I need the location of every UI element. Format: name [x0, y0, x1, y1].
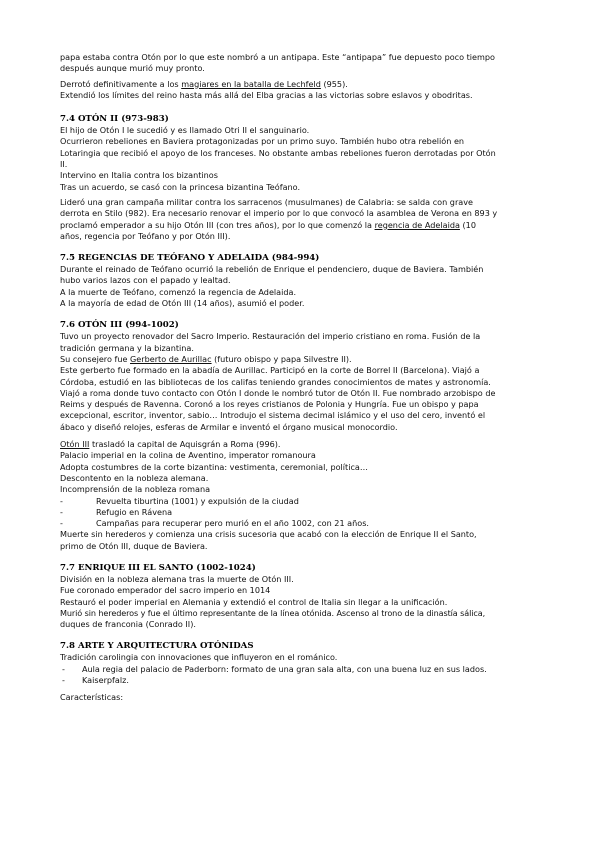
paragraph: Extendió los límites del reino hasta más allá del Elba gracias a las victorias sobre eslavos y obodritas.: [60, 89, 473, 100]
text: (955).: [320, 78, 348, 89]
list-item-text: Kaiserpfalz.: [82, 675, 129, 686]
bullet-dash: -: [60, 495, 63, 506]
text: trasladó la capital de Aquisgrán a Roma (996).: [89, 439, 281, 450]
paragraph: años, regencia por Teófano y por Otón III).: [60, 230, 231, 241]
paragraph: derrota en Stilo (982). Era necesario renovar el imperio por lo que convocó la asamblea de Verona en 893 y: [60, 208, 498, 219]
link-oton-iii[interactable]: Otón III: [60, 439, 90, 450]
paragraph: Intervino en Italia contra los bizantinos: [60, 170, 218, 181]
paragraph: Fue coronado emperador del sacro imperio en 1014: [60, 585, 271, 596]
list-item-text: Refugio en Rávena: [96, 506, 173, 517]
paragraph: ábaco y diseñó relojes, esferas de Armilar e inventó el órgano musical monocordio.: [60, 421, 398, 432]
list-item: [60, 518, 544, 529]
paragraph: Adopta costumbres de la corte bizantina: vestimenta, ceremonial, política…: [60, 461, 368, 472]
paragraph: Lideró una gran campaña militar contra los sarracenos (musulmanes) de Calabria: se salda con grave: [60, 196, 474, 207]
paragraph: A la mayoría de edad de Otón III (14 años), asumió el poder.: [60, 298, 305, 309]
paragraph: duques de franconia (Conrado II).: [60, 619, 196, 630]
paragraph: Murió sin herederos y fue el último representante de la línea otónida. Ascenso al trono de la dinastía sálica,: [60, 607, 486, 618]
text: (futuro obispo y papa Silvestre II).: [211, 353, 352, 364]
paragraph: Este gerberto fue formado en la abadía de Aurillac. Participó en la corte de Borrel II (Barcelona). Viajó a: [60, 365, 480, 376]
text: Su consejero fue: [60, 353, 131, 364]
list-item: [60, 664, 544, 675]
paragraph: [60, 79, 544, 90]
paragraph: Descontento en la nobleza alemana.: [60, 472, 209, 483]
paragraph: Características:: [60, 692, 124, 703]
paragraph: excepcional, escritor, inventor, sabio… Introdujo el sistema decimal islámico y el uso del cero, inventó el: [60, 410, 486, 421]
bullet-dash: -: [62, 663, 65, 674]
paragraph: Tuvo un proyecto renovador del Sacro Imperio. Restauración del imperio cristiano en roma. Fusión de la: [60, 331, 481, 342]
list-item-text: Campañas para recuperar pero murió en el año 1002, con 21 años.: [96, 518, 369, 529]
text: (10: [459, 219, 476, 230]
paragraph: A la muerte de Teófano, comenzó la regencia de Adelaida.: [60, 286, 297, 297]
paragraph: Muerte sin herederos y comienza una crisis sucesoria que acabó con la elección de Enrique II el Santo,: [60, 529, 477, 540]
paragraph: [60, 354, 544, 365]
list-item: [60, 675, 544, 686]
paragraph: Palacio imperial en la colina de Aventino, imperator romanoura: [60, 450, 316, 461]
paragraph: Tradición carolingia con innovaciones que influyeron en el románico.: [60, 652, 338, 663]
link-regencia-adelaida[interactable]: regencia de Adelaida: [374, 219, 460, 230]
paragraph: II.: [60, 159, 68, 170]
text: Derrotó definitivamente a los: [60, 78, 182, 89]
list-item: [60, 507, 544, 518]
paragraph: Córdoba, estudió en las bibliotecas de los califas teniendo grandes conocimientos de mates y astronomía.: [60, 376, 491, 387]
paragraph: Viajó a roma donde tuvo contacto con Otón I donde le nombró tutor de Otón II. Fue nombrado arzobispo de: [60, 387, 496, 398]
list-item: [60, 496, 544, 507]
list-item-text: Revuelta tiburtina (1001) y expulsión de la ciudad: [96, 495, 299, 506]
section-heading-7-6: 7.6 OTÓN III (994-1002): [60, 320, 179, 331]
link-gerberto[interactable]: Gerberto de Aurillac: [130, 353, 212, 364]
paragraph: Tras un acuerdo, se casó con la princesa bizantina Teófano.: [60, 181, 301, 192]
paragraph: El hijo de Otón I le sucedió y es llamado Otri II el sanguinario.: [60, 125, 310, 136]
paragraph: Reims y después de Ravenna. Coronó a los reyes cristianos de Polonia y Hungría. Fue un obispo y papa: [60, 399, 479, 410]
paragraph: [60, 439, 544, 450]
section-heading-7-7: 7.7 ENRIQUE III EL SANTO (1002-1024): [60, 562, 256, 573]
section-heading-7-5: 7.5 REGENCIAS DE TEÓFANO Y ADELAIDA (984-994): [60, 253, 320, 264]
bullet-dash: -: [60, 518, 63, 529]
paragraph: Durante el reinado de Teófano ocurrió la rebelión de Enrique el pendenciero, duque de Baviera. También: [60, 264, 484, 275]
paragraph: tradición germana y la bizantina.: [60, 342, 194, 353]
document-page: [60, 52, 544, 704]
section-heading-7-8: 7.8 ARTE Y ARQUITECTURA OTÓNIDAS: [60, 641, 254, 652]
bullet-dash: -: [62, 675, 65, 686]
paragraph: División en la nobleza alemana tras la muerte de Otón III.: [60, 573, 294, 584]
bullet-dash: -: [60, 506, 63, 517]
text: proclamó emperador a su hijo Otón III (con tres años), por lo que comenzó la: [60, 219, 375, 230]
section-heading-7-4: 7.4 OTÓN II (973-983): [60, 114, 169, 125]
paragraph: Incomprensión de la nobleza romana: [60, 484, 211, 495]
paragraph: primo de Otón III, duque de Baviera.: [60, 540, 208, 551]
list-item-text: Aula regia del palacio de Paderborn: formato de una gran sala alta, con una buena luz en sus lados.: [82, 663, 487, 674]
paragraph: Ocurrieron rebeliones en Baviera protagonizadas por un primo suyo. También hubo otra rebelión en: [60, 136, 465, 147]
paragraph: después aunque murió muy pronto.: [60, 63, 205, 74]
paragraph: papa estaba contra Otón por lo que este nombró a un antipapa. Este “antipapa” fue depuesto poco tiempo: [60, 52, 496, 62]
paragraph: Restauró el poder imperial en Alemania y extendió el control de Italia sin llegar a la unificación.: [60, 596, 448, 607]
paragraph: hubo varios lazos con el papado y lealtad.: [60, 275, 231, 286]
link-magiares[interactable]: magiares en la batalla de Lechfeld: [181, 78, 321, 89]
paragraph: [60, 220, 544, 231]
paragraph: Lotaringia que recibió el apoyo de los franceses. No obstante ambas rebeliones fueron derrotadas por Otón: [60, 147, 496, 158]
